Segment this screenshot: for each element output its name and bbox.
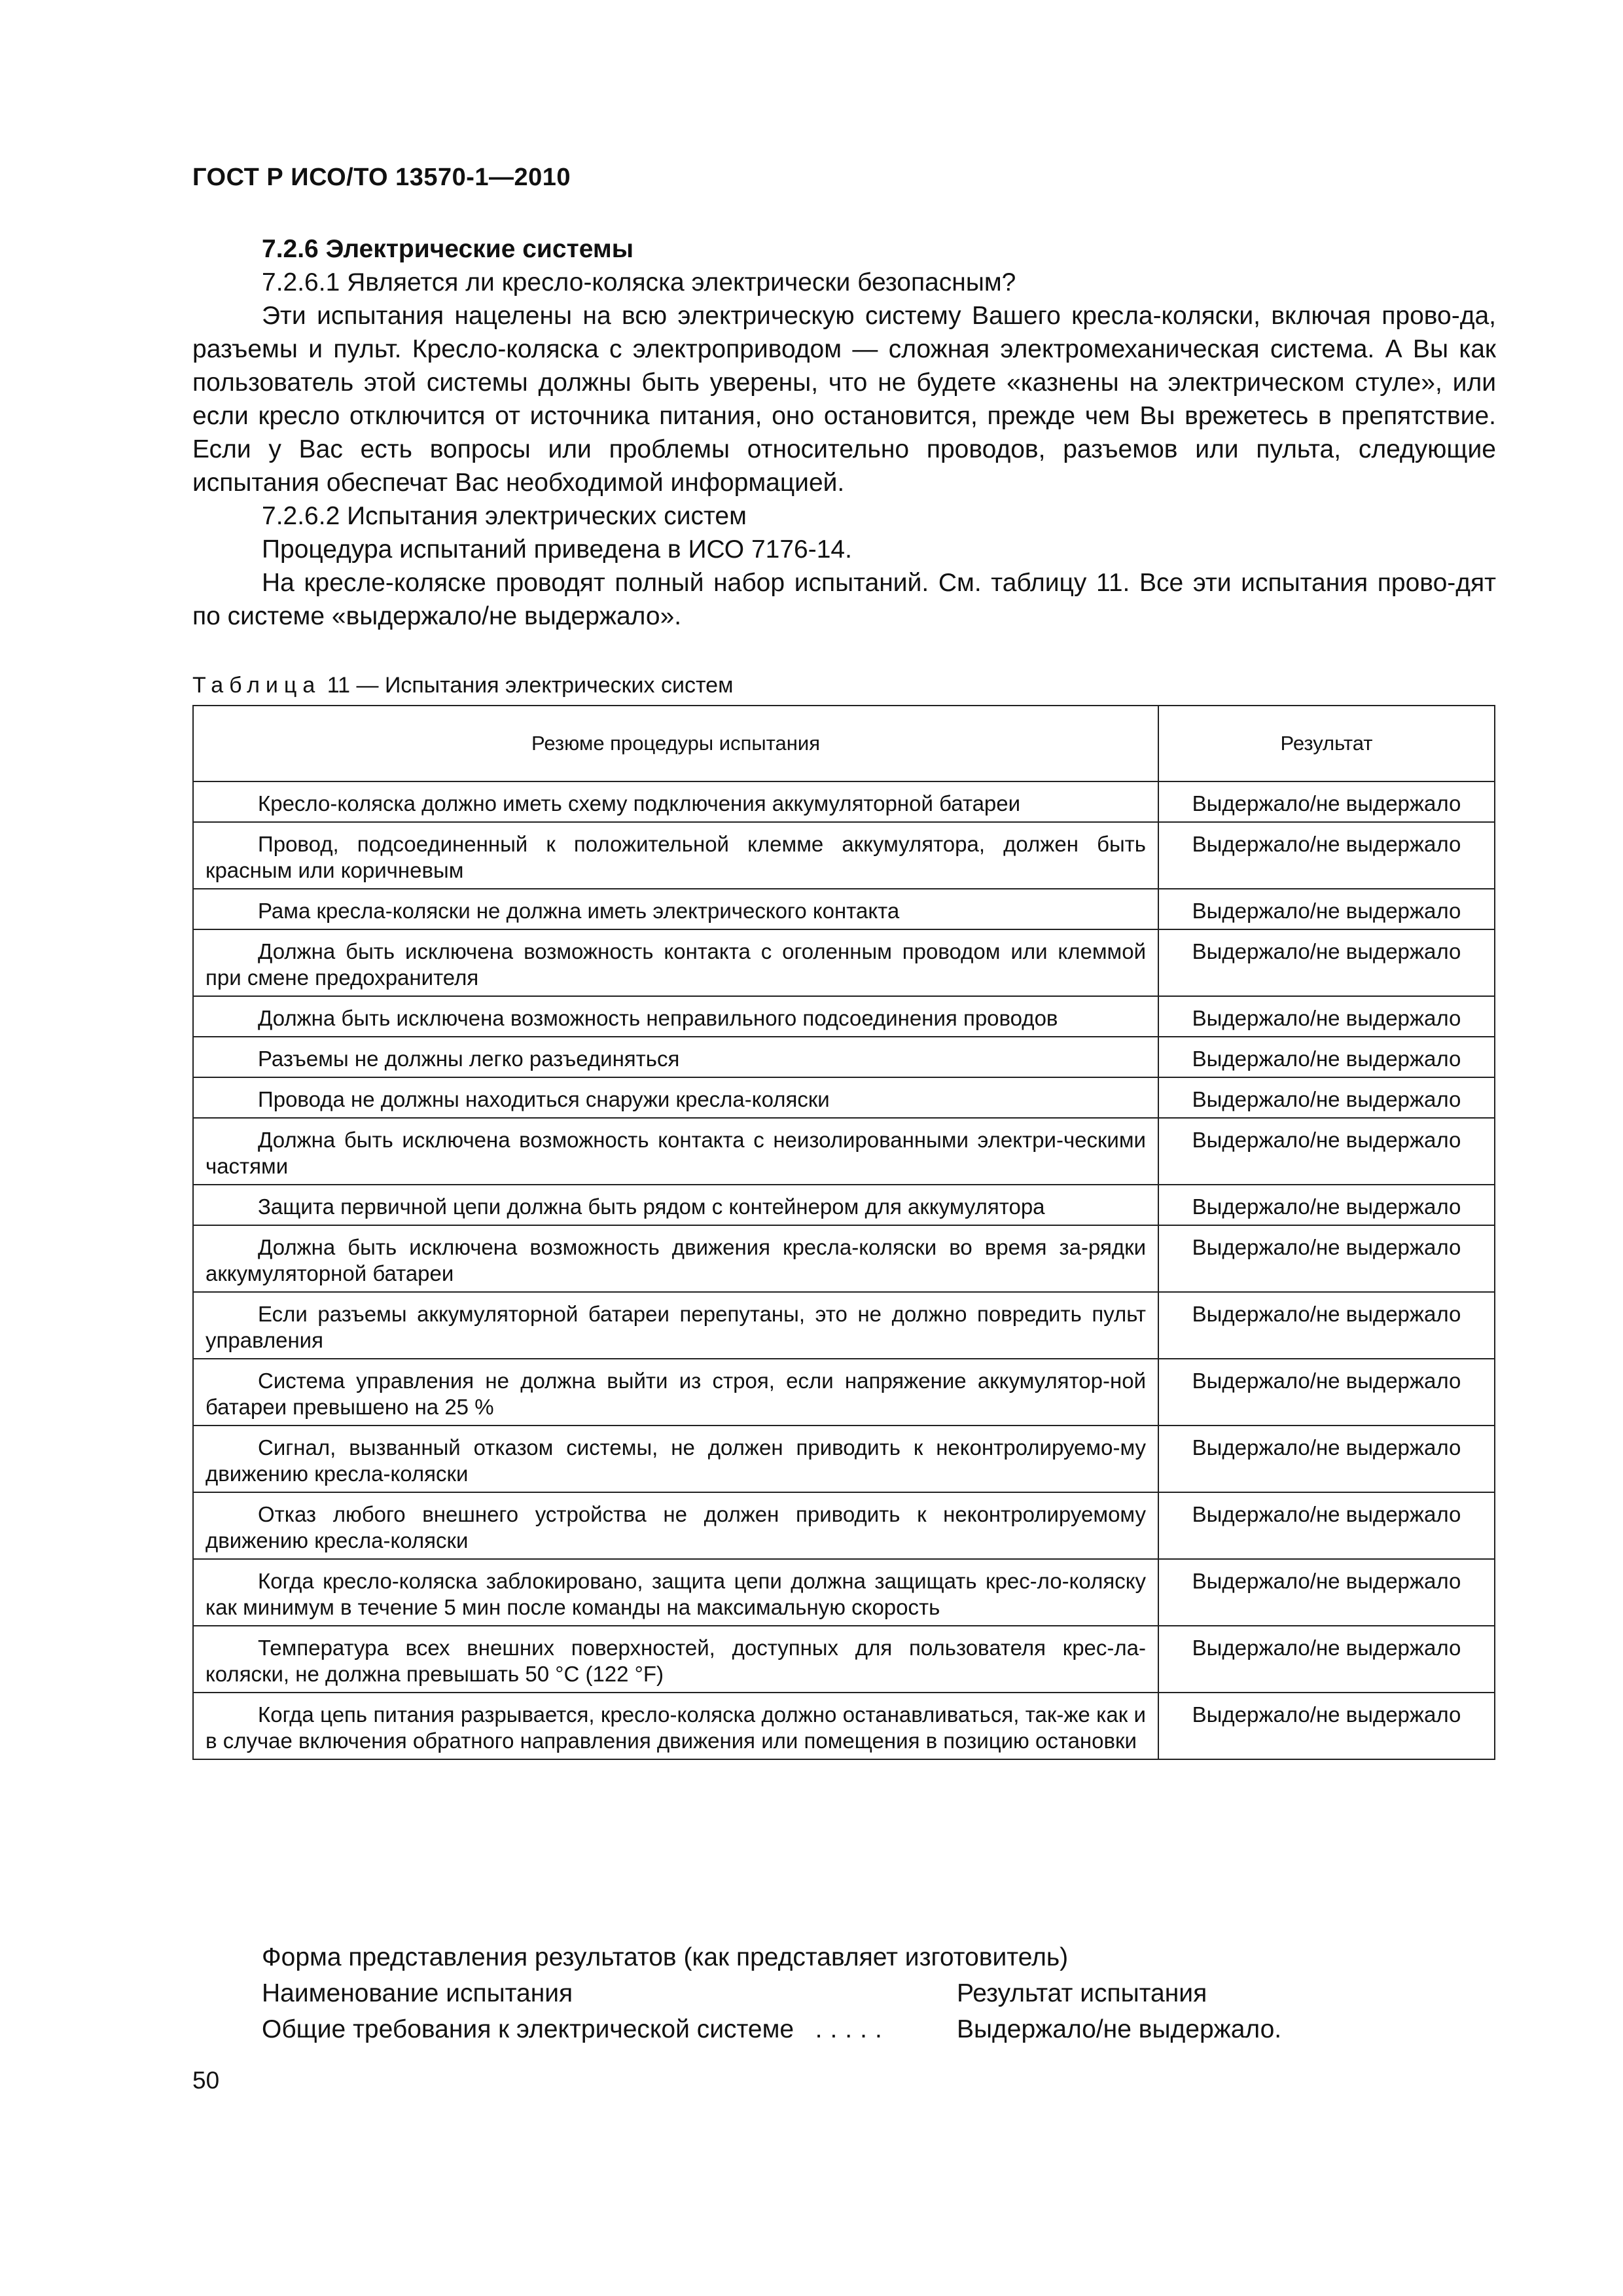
table-caption <box>192 673 733 698</box>
result-cell: Выдержало/не выдержало <box>1158 1559 1495 1626</box>
section-body <box>192 232 1496 633</box>
document-header: ГОСТ Р ИСО/ТО 13570-1—2010 <box>192 164 571 191</box>
table-row <box>193 996 1495 1037</box>
result-cell: Выдержало/не выдержало <box>1158 1225 1495 1292</box>
result-cell: Выдержало/не выдержало <box>1158 1492 1495 1559</box>
result-cell: Выдержало/не выдержало <box>1158 1426 1495 1492</box>
procedure-cell: Разъемы не должны легко разъединяться <box>258 1047 680 1071</box>
procedure-reference: Процедура испытаний приведена в ИСО 7176-14. <box>262 535 852 564</box>
procedure-cell: Температура всех внешних поверхностей, доступных для пользователя крес-ла-коляски, не должна превышать 50 °С (122 °F) <box>205 1636 1146 1686</box>
procedure-cell: Сигнал, вызванный отказом системы, не должен приводить к неконтролируемо-му движению кресла-коляски <box>205 1435 1146 1486</box>
procedure-cell: Защита первичной цепи должна быть рядом с контейнером для аккумулятора <box>258 1194 1045 1219</box>
table-row <box>193 822 1495 889</box>
result-cell: Выдержало/не выдержало <box>1158 781 1495 822</box>
procedure-cell: Должна быть исключена возможность движения кресла-коляски во время за-рядки аккумуляторной батареи <box>205 1235 1146 1285</box>
procedure-cell: Система управления не должна выйти из строя, если напряжение аккумулятор-ной батареи превышено на 25 % <box>205 1369 1146 1419</box>
procedure-cell: Рама кресла-коляски не должна иметь электрического контакта <box>258 899 900 923</box>
result-cell: Выдержало/не выдержало <box>1158 996 1495 1037</box>
result-cell: Выдержало/не выдержало <box>1158 1185 1495 1225</box>
procedure-cell: Кресло-коляска должно иметь схему подключения аккумуляторной батареи <box>258 791 1021 816</box>
result-cell: Выдержало/не выдержало <box>1158 1292 1495 1359</box>
result-cell: Выдержало/не выдержало <box>1158 1693 1495 1759</box>
table-row <box>193 1559 1495 1626</box>
table-row <box>193 1426 1495 1492</box>
procedure-cell: Когда цепь питания разрывается, кресло-коляска должно останавливаться, так-же как и в случае включения обратного направления движения или помещения в позицию остановки <box>205 1702 1146 1753</box>
leader-dots: ..... <box>815 2015 890 2043</box>
intro-paragraph: Эти испытания нацелены на всю электрическую систему Вашего кресла-коляски, включая прово-да, разъемы и пульт. Кресло-коляска с электроприводом — сложная электромеханическая система. А Вы как пользователь этой системы должны быть уверены, что не будете «казнены на электрическом стуле», или если кресло отключится от источника питания, оно остановится, прежде чем Вы врежетесь в препятствие. Если у Вас есть вопросы или проблемы относительно проводов, разъемов или пульта, следующие испытания обеспечат Вас необходимой информацией. <box>192 302 1496 497</box>
column-header-procedure: Резюме процедуры испытания <box>193 706 1158 781</box>
results-form-test-name-header: Наименование испытания <box>262 1979 573 2007</box>
subsection-question: 7.2.6.1 Является ли кресло-коляска электрически безопасным? <box>262 268 1016 296</box>
procedure-cell: Должна быть исключена возможность контакта с оголенным проводом или клеммой при смене предохранителя <box>205 939 1146 990</box>
table-row <box>193 1626 1495 1693</box>
result-cell: Выдержало/не выдержало <box>1158 1359 1495 1426</box>
table-header-row <box>193 706 1495 781</box>
results-form-row-name <box>262 2011 890 2047</box>
result-cell: Выдержало/не выдержало <box>1158 929 1495 996</box>
procedure-cell: Отказ любого внешнего устройства не должен приводить к неконтролируемому движению кресла-коляски <box>205 1502 1146 1552</box>
procedure-cell: Должна быть исключена возможность неправильного подсоединения проводов <box>258 1006 1058 1030</box>
table-row <box>193 1118 1495 1185</box>
table-caption-label: Таблица <box>192 673 321 698</box>
result-cell: Выдержало/не выдержало <box>1158 889 1495 929</box>
table-row <box>193 1492 1495 1559</box>
results-form-row-label: Общие требования к электрической системе <box>262 2015 794 2043</box>
procedure-cell: Когда кресло-коляска заблокировано, защита цепи должна защищать крес-ло-коляску как минимум в течение 5 мин после команды на максимальную скорость <box>205 1569 1146 1619</box>
results-form-title: Форма представления результатов (как представляет изготовитель) <box>262 1943 1069 1971</box>
procedure-cell: Должна быть исключена возможность контакта с неизолированными электри-ческими частями <box>205 1128 1146 1178</box>
table-row <box>193 1077 1495 1118</box>
result-cell: Выдержало/не выдержало <box>1158 822 1495 889</box>
tests-paragraph: На кресле-коляске проводят полный набор испытаний. См. таблицу 11. Все эти испытания прово-дят по системе «выдержало/не выдержало». <box>192 569 1496 630</box>
table-row <box>193 1037 1495 1077</box>
result-cell: Выдержало/не выдержало <box>1158 1626 1495 1693</box>
table-row <box>193 781 1495 822</box>
table-row <box>193 1359 1495 1426</box>
result-cell: Выдержало/не выдержало <box>1158 1118 1495 1185</box>
result-cell: Выдержало/не выдержало <box>1158 1037 1495 1077</box>
results-form <box>192 1939 1496 2047</box>
column-header-result: Результат <box>1158 706 1495 781</box>
table-row <box>193 929 1495 996</box>
section-heading: 7.2.6 Электрические системы <box>262 235 634 263</box>
result-cell: Выдержало/не выдержало <box>1158 1077 1495 1118</box>
procedure-cell: Провод, подсоединенный к положительной клемме аккумулятора, должен быть красным или коричневым <box>205 832 1146 882</box>
subsection-tests: 7.2.6.2 Испытания электрических систем <box>262 502 747 530</box>
procedure-cell: Если разъемы аккумуляторной батареи перепутаны, это не должно повредить пульт управления <box>205 1302 1146 1352</box>
procedure-cell: Провода не должны находиться снаружи кресла-коляски <box>258 1087 830 1111</box>
table-row <box>193 1292 1495 1359</box>
electrical-tests-table <box>192 705 1495 1760</box>
table-row <box>193 1693 1495 1759</box>
table-row <box>193 1225 1495 1292</box>
results-form-row-result: Выдержало/не выдержало. <box>957 2015 1282 2043</box>
table-caption-text: 11 — Испытания электрических систем <box>327 673 734 698</box>
table-row <box>193 889 1495 929</box>
table-row <box>193 1185 1495 1225</box>
page-number: 50 <box>192 2067 220 2094</box>
results-form-result-header: Результат испытания <box>957 1979 1207 2007</box>
